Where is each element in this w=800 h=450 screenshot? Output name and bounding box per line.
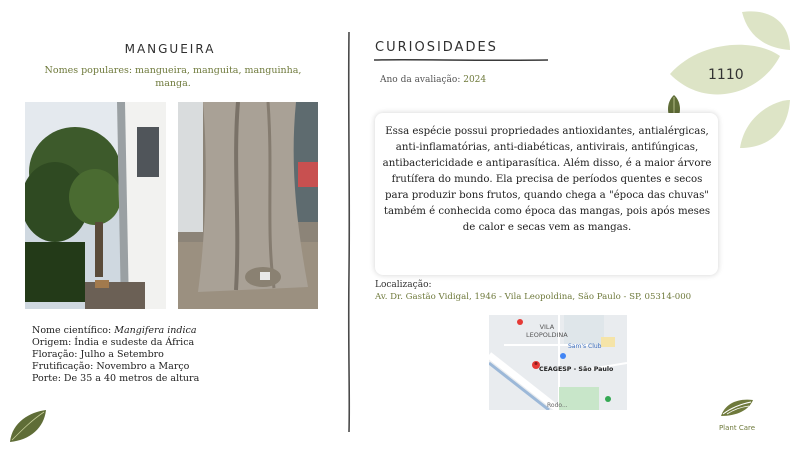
scientific-name: Mangifera indica: [114, 325, 197, 336]
photo-tree-yard: [25, 102, 166, 309]
column-divider: [346, 32, 352, 432]
map-poi-label: Sam's Club: [568, 343, 602, 350]
title-underline: [374, 58, 548, 62]
plant-info: [32, 325, 199, 385]
leaf-icon: [742, 11, 790, 50]
evaluation-year-label: Ano da avaliação:: [380, 75, 464, 85]
popular-names: Nomes populares: mangueira, manguita, manguinha, manga.: [44, 65, 302, 89]
map-district-line1: VILA: [539, 323, 555, 331]
fruiting: Frutificação: Novembro a Março: [32, 361, 190, 372]
brand-name: Plant Care: [718, 424, 756, 432]
flowering: Floração: Julho a Setembro: [32, 349, 164, 360]
curiosities-title: CURIOSIDADES: [375, 40, 498, 55]
location-map[interactable]: [489, 315, 627, 410]
leaf-icon: [8, 408, 48, 444]
map-place-label: CEAGESP - São Paulo: [539, 366, 614, 373]
evaluation-year-value: 2024: [463, 75, 487, 85]
curiosity-text: Essa espécie possui propriedades antioxidantes, antialérgicas, anti-inflamatórias, anti-diabéticas, antivirais, antifúngicas, antibactericidade e antiparasítica. Além disso, é a maior árvore frutífera do mundo. Ela precisa de períodos quentes e secos para produzir bons frutos, quando chega a "época das chuvas" também é conhecida como época das mangas, pois após meses de calor e secas vem as mangas.: [382, 126, 712, 233]
map-district-line2: LEOPOLDINA: [526, 331, 568, 339]
map-district-label: [526, 323, 568, 339]
photo-tree-trunk: [178, 102, 318, 309]
scientific-name-row: [32, 325, 199, 337]
brand-leaf-icon: [717, 396, 757, 418]
scientific-name-label: Nome científico:: [32, 325, 115, 336]
leaf-icon: [740, 100, 790, 148]
brand-logo: [712, 396, 762, 432]
tree-code: 1110: [708, 67, 744, 83]
location-label: Localização:: [375, 280, 432, 290]
address: Av. Dr. Gastão Vidigal, 1946 - Vila Leopoldina, São Paulo - SP, 05314-000: [375, 292, 692, 302]
origin: Origem: Índia e sudeste da África: [32, 337, 195, 348]
plant-title: MANGUEIRA: [124, 42, 216, 56]
size: Porte: De 35 a 40 metros de altura: [32, 373, 200, 384]
evaluation-year: [380, 75, 486, 85]
map-road-label: Rodo...: [547, 402, 568, 409]
